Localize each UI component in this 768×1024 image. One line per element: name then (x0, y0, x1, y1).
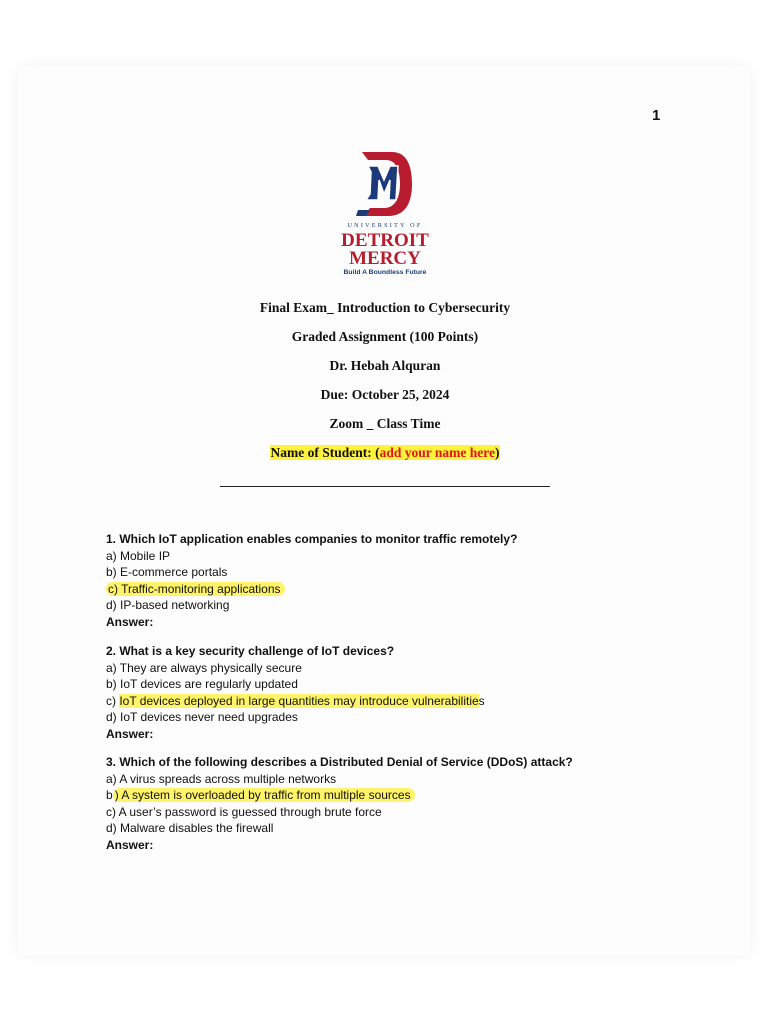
exam-location: Zoom _ Class Time (329, 416, 441, 431)
answer-label: Answer: (106, 837, 154, 852)
signature-line (220, 486, 550, 487)
logo-detroit: DETROIT (341, 230, 429, 251)
question-text: 1. Which IoT application enables companies to monitor traffic remotely? (106, 532, 518, 546)
detroit-mercy-monogram-icon (356, 150, 414, 218)
option-c (106, 581, 706, 598)
logo-mercy: MERCY (349, 248, 421, 269)
question-1 (106, 531, 706, 630)
page-number: 1 (652, 107, 661, 124)
option-prefix: c) (106, 693, 120, 708)
course-title: Final Exam_ Introduction to Cybersecurity (259, 300, 511, 315)
option-suffix: s (478, 693, 485, 708)
student-name-close: ) (495, 445, 500, 460)
option-a: a) A virus spreads across multiple networks (106, 771, 337, 786)
student-name-label: Name of Student: ( (270, 445, 380, 460)
due-date: Due: October 25, 2024 (320, 387, 450, 402)
highlighted-answer: c) Traffic-monitoring applications (106, 582, 285, 596)
option-b: b) IoT devices are regularly updated (106, 677, 298, 691)
option-d: d) IoT devices never need upgrades (106, 710, 298, 724)
option-prefix: b (106, 788, 113, 802)
student-name-line (150, 445, 620, 461)
logo-tagline: Build A Boundless Future (343, 269, 427, 276)
student-name-placeholder[interactable]: add your name here (379, 445, 495, 460)
option-c: c) A user’s password is guessed through brute force (106, 804, 382, 819)
highlighted-answer: IoT devices deployed in large quantities may introduce vulnerabilitie (119, 693, 479, 708)
option-c (106, 693, 706, 710)
university-logo (330, 150, 440, 280)
logo-university-of: UNIVERSITY OF (347, 222, 423, 229)
option-a: a) They are always physically secure (106, 660, 302, 675)
question-2 (106, 643, 706, 742)
answer-label: Answer: (106, 614, 154, 629)
option-d: d) IP-based networking (106, 598, 230, 612)
question-text: 3. Which of the following describes a Distributed Denial of Service (DDoS) attack? (106, 755, 573, 769)
option-a: a) Mobile IP (106, 548, 171, 563)
question-3 (106, 754, 706, 853)
highlighted-answer: ) A system is overloaded by traffic from multiple sources (113, 788, 415, 802)
question-text: 2. What is a key security challenge of IoT devices? (106, 644, 395, 658)
answer-label: Answer: (106, 726, 154, 741)
option-d: d) Malware disables the firewall (106, 821, 274, 835)
assignment-title: Graded Assignment (100 Points) (291, 329, 479, 344)
instructor-name: Dr. Hebah Alquran (329, 358, 441, 373)
option-b: b) E-commerce portals (106, 565, 228, 579)
option-b (106, 787, 706, 804)
